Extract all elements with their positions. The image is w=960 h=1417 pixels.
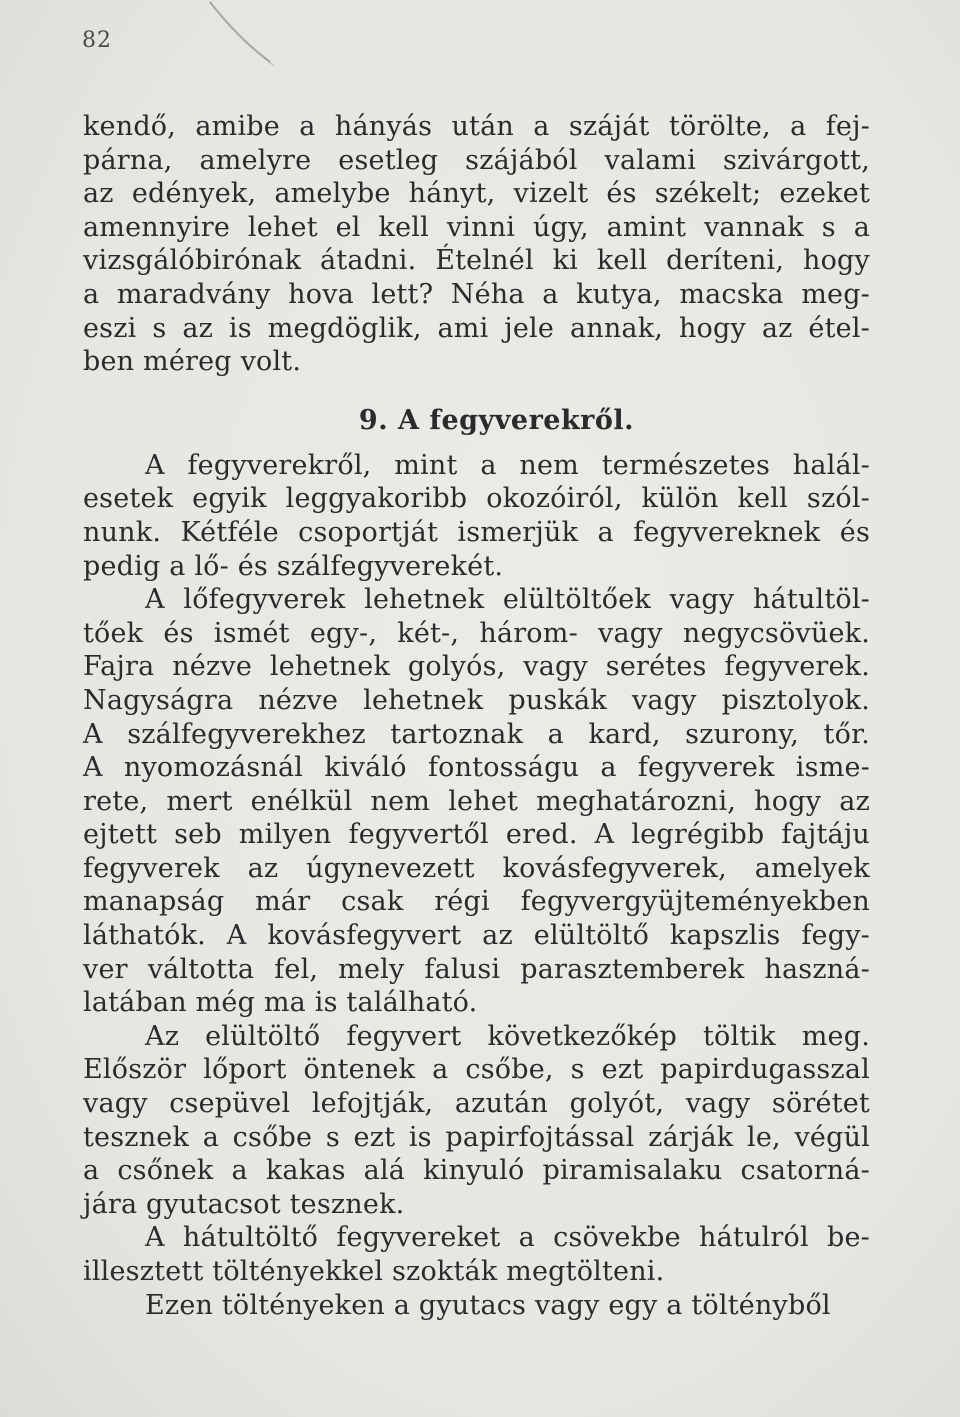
text-line: A lőfegyverek lehetnek elültöltőek vagy hátultöl-	[145, 584, 870, 616]
text-line: rete, mert enélkül nem lehet meghatározni, hogy az	[83, 785, 870, 817]
text-line: Ezen töltényeken a gyutacs vagy egy a töltényből	[145, 1289, 831, 1321]
text-line: amennyire lehet el kell vinni úgy, amint vannak s a	[83, 211, 870, 243]
text-line: ejtett seb milyen fegyvertől ered. A legrégibb fajtáju	[83, 819, 870, 851]
text-line: Nagyságra nézve lehetnek puskák vagy pisztolyok.	[83, 684, 870, 716]
paper-scratch-mark	[200, 0, 290, 80]
text-line: A nyomozásnál kiváló fontosságu a fegyverek isme-	[83, 752, 870, 784]
text-line: latában még ma is található.	[83, 987, 478, 1019]
text-line: a maradvány hova lett? Néha a kutya, macska meg-	[83, 278, 870, 310]
text-line: a csőnek a kakas alá kinyuló piramisalaku csatorná-	[83, 1155, 870, 1187]
text-line: nunk. Kétféle csoportját ismerjük a fegyvereknek és	[83, 516, 870, 548]
text-line: vizsgálóbirónak átadni. Ételnél ki kell deríteni, hogy	[83, 245, 870, 277]
text-line: ben méreg volt.	[83, 346, 302, 378]
text-line: Először lőport öntenek a csőbe, s ezt papirdugasszal	[83, 1054, 870, 1086]
text-line: jára gyutacsot tesznek.	[83, 1188, 405, 1220]
text-line: pedig a lő- és szálfegyverekét.	[83, 550, 504, 582]
page-text	[83, 110, 870, 1322]
text-line: láthatók. A kovásfegyvert az elültöltő kapszlis fegy-	[83, 920, 870, 952]
text-line: fegyverek az úgynevezett kovásfegyverek, amelyek	[83, 852, 870, 884]
text-line: ver váltotta fel, mely falusi parasztemberek haszná-	[83, 953, 870, 985]
text-line: vagy csepüvel lefojtják, azután golyót, vagy sörétet	[83, 1088, 870, 1120]
text-line: A hátultöltő fegyvereket a csövekbe hátulról be-	[145, 1222, 870, 1254]
text-line: kendő, amibe a hányás után a száját törölte, a fej-	[83, 111, 870, 142]
text-line: manapság már csak régi fegyvergyüjteményekben	[83, 886, 870, 918]
text-line: eszi s az is megdöglik, ami jele annak, hogy az étel-	[83, 312, 870, 344]
text-line: Fajra nézve lehetnek golyós, vagy serétes fegyverek.	[83, 651, 870, 683]
text-line: tőek és ismét egy-, két-, három- vagy negycsövüek.	[83, 617, 870, 649]
text-line: esetek egyik leggyakoribb okozóiról, külön kell szól-	[83, 483, 870, 515]
text-line: A szálfegyverekhez tartoznak a kard, szurony, tőr.	[83, 718, 870, 750]
section-heading: 9. A fegyverekről.	[358, 404, 635, 436]
page-number: 82	[82, 28, 112, 53]
text-line: Az elültöltő fegyvert következőkép töltik meg.	[145, 1020, 870, 1052]
text-line: az edények, amelybe hányt, vizelt és székelt; ezeket	[83, 178, 870, 210]
text-line: párna, amelyre esetleg szájából valami szivárgott,	[83, 144, 870, 176]
text-line: tesznek a csőbe s ezt is papirfojtással zárják le, végül	[83, 1121, 870, 1153]
text-line: A fegyverekről, mint a nem természetes halál-	[145, 449, 870, 481]
text-line: illesztett töltényekkel szokták megtölteni.	[83, 1256, 665, 1287]
